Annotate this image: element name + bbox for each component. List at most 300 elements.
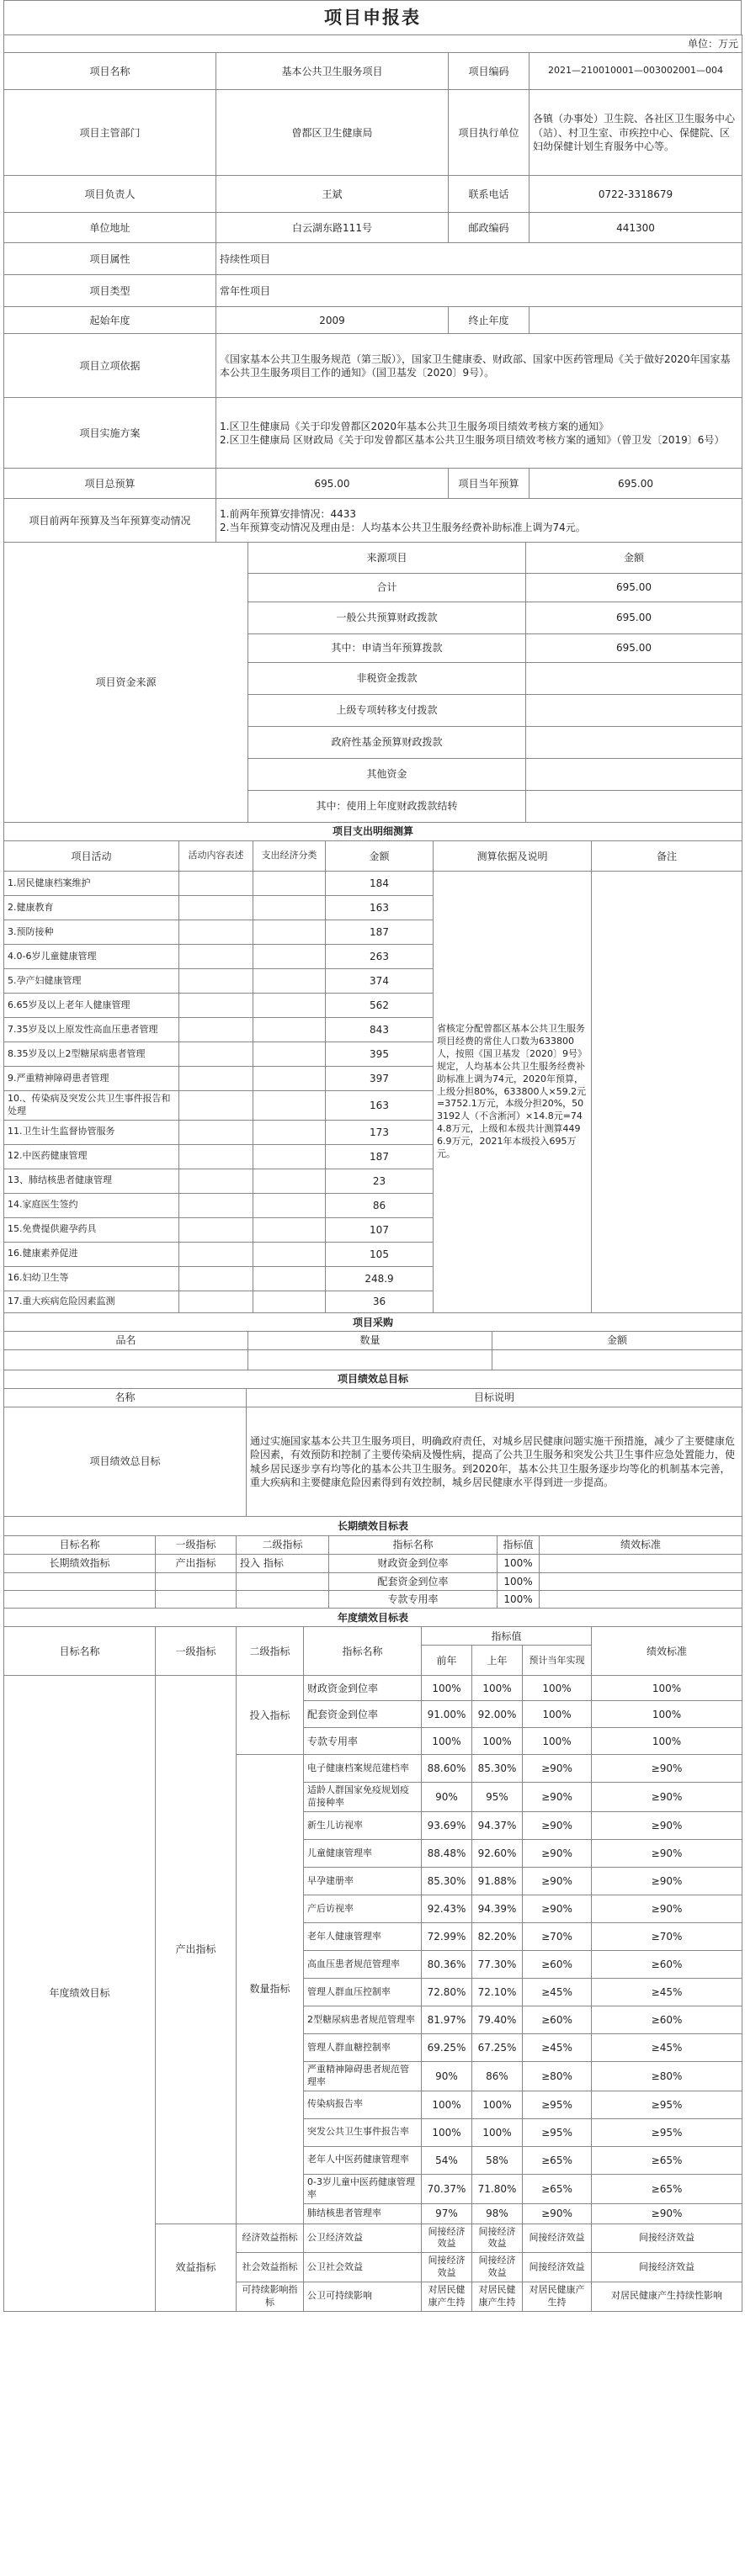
expense-class [253,1042,326,1067]
annual-value: ≥90% [523,1812,592,1840]
basis-value: 《国家基本公共卫生服务规范（第三版）》，国家卫生健康委、财政部、国家中医药管理局《关于做好2020年国家基本公共卫生服务项目工作的通知》（国卫基发〔2020〕9号）。 [216,334,742,398]
annual-value: ≥90% [523,2203,592,2224]
annual-value: ≥60% [523,2006,592,2034]
annual-value: 对居民健康产生持 [472,2282,523,2311]
annual-std: ≥45% [592,2034,742,2062]
type-label: 项目类型 [4,275,216,307]
annual-indicator: 老年人中医药健康管理率 [304,2146,422,2174]
expense-header: 活动内容表述 [179,841,253,872]
funds-source-name: 上级专项转移支付拨款 [248,694,526,726]
longterm-h-std: 绩效标准 [540,1535,742,1554]
annual-std: ≥90% [592,2203,742,2224]
expense-header: 项目活动 [4,841,179,872]
expense-content [179,1291,253,1312]
annual-std: 间接经济效益 [592,2253,742,2282]
annual-indicator: 肺结核患者管理率 [304,2203,422,2224]
annual-value: 54% [422,2146,472,2174]
annual-indicator: 财政资金到位率 [304,1676,422,1701]
annual-indicator: 2型糖尿病患者规范管理率 [304,2006,422,2034]
annual-h-name: 指标名称 [304,1627,422,1676]
expense-activity: 5.孕产妇健康管理 [4,969,179,994]
expense-class [253,1217,326,1242]
expense-content [179,1169,253,1193]
annual-value: ≥90% [523,1868,592,1895]
annual-indicator: 管理人群血糖控制率 [304,2034,422,2062]
annual-value: 93.69% [422,1812,472,1840]
annual-h-lvl1: 一级指标 [156,1627,237,1676]
annual-value: 100% [472,1728,523,1755]
purchase-title: 项目采购 [4,1313,742,1332]
longterm-row-value: 100% [498,1572,540,1590]
unit-label: 单位：万元 [4,35,742,53]
annual-h-expect: 预计当年实现 [523,1646,592,1676]
expense-content [179,994,253,1018]
expense-activity: 9.严重精神障碍患者管理 [4,1067,179,1091]
annual-lvl2-effect: 经济效益指标 [237,2224,304,2253]
annual-value: 91.00% [422,1701,472,1728]
annual-indicator: 配套资金到位率 [304,1701,422,1728]
longterm-table [3,1517,742,1609]
annual-indicator: 管理人群血压控制率 [304,1979,422,2006]
annual-value: 对居民健康产生持 [422,2282,472,2311]
annual-value: 85.30% [422,1868,472,1895]
annual-indicator: 严重精神障碍患者规范管理率 [304,2062,422,2091]
annual-value: 100% [523,1676,592,1701]
annual-std: ≥90% [592,1840,742,1868]
expense-content [179,872,253,896]
longterm-h-lvl2: 二级指标 [237,1535,329,1554]
expense-amount: 248.9 [326,1266,434,1291]
funds-source-name: 其中：使用上年度财政拨款结转 [248,790,526,822]
expense-content [179,1193,253,1217]
expense-header: 支出经济分类 [253,841,326,872]
expense-content [179,1067,253,1091]
annual-value: 100% [422,2091,472,2118]
expense-amount: 562 [326,994,434,1018]
annual-value: 82.20% [472,1923,523,1951]
zip-value: 441300 [529,213,742,243]
annual-value: 100% [523,1728,592,1755]
funds-source-amount [526,790,742,822]
annual-value: 100% [422,1676,472,1701]
annual-value: 80.36% [422,1951,472,1979]
annual-h-value: 指标值 [422,1627,592,1646]
longterm-h-lvl1: 一级指标 [156,1535,237,1554]
annual-indicator: 儿童健康管理率 [304,1840,422,1868]
expense-content [179,1217,253,1242]
address-label: 单位地址 [4,213,216,243]
expense-header: 测算依据及说明 [434,841,592,872]
annual-value: ≥95% [523,2118,592,2146]
annual-indicator: 公卫可持续影响 [304,2282,422,2311]
attr-label: 项目属性 [4,243,216,275]
funds-source-amount: 695.00 [526,602,742,633]
expense-header: 金额 [326,841,434,872]
perf-title: 项目绩效总目标 [4,1370,742,1389]
annual-value: 94.39% [472,1895,523,1923]
expense-title: 项目支出明细测算 [4,823,742,841]
annual-value: ≥80% [523,2062,592,2091]
annual-value: ≥95% [523,2091,592,2118]
expense-amount: 374 [326,969,434,994]
expense-activity: 16.妇幼卫生等 [4,1266,179,1291]
funds-table [3,543,742,823]
expense-class [253,1067,326,1091]
expense-amount: 105 [326,1242,434,1266]
annual-std: ≥90% [592,1868,742,1895]
annual-value: 70.37% [422,2174,472,2203]
annual-value: ≥90% [523,1783,592,1812]
annual-indicator: 专款专用率 [304,1728,422,1755]
expense-class [253,1266,326,1291]
expense-remark [592,872,742,1313]
annual-value: 69.25% [422,2034,472,2062]
perf-text: 通过实施国家基本公共卫生服务项目，明确政府责任，对城乡居民健康问题实施干预措施，减少了主要健康危险因素，有效预防和控制了主要传染病及慢性病，提高了公共卫生服务和突发公共卫生事件应急处置能力，使城乡居民逐步享有均等化的基本公共卫生服务。到2020年，基本公共卫生服务逐步均等化的机制基本完善，重大疾病和主要健康危险因素得到有效控制，城乡居民健康水平得到进一步提高。 [247,1407,742,1517]
plan-label: 项目实施方案 [4,398,216,469]
expense-activity: 17.重大疾病危险因素监测 [4,1291,179,1312]
expense-amount: 163 [326,1091,434,1121]
funds-source-name: 其中：申请当年预算拨款 [248,633,526,662]
longterm-h-value: 指标值 [498,1535,540,1554]
annual-std: ≥45% [592,1979,742,2006]
expense-header: 备注 [592,841,742,872]
exec-value: 各镇（办事处）卫生院、各社区卫生服务中心（站）、村卫生室、市疾控中心、保健院、区妇幼保健计划生育服务中心等。 [529,90,742,176]
longterm-h-name: 指标名称 [329,1535,498,1554]
annual-title: 年度绩效目标表 [4,1609,742,1627]
longterm-row-name: 财政资金到位率 [329,1554,498,1572]
purchase-cell [248,1349,492,1370]
annual-value: 间接经济效益 [523,2253,592,2282]
annual-h-lvl2: 二级指标 [237,1627,304,1676]
expense-class [253,1193,326,1217]
annual-value: ≥45% [523,1979,592,2006]
annual-std: ≥90% [592,1812,742,1840]
annual-value: 间接经济效益 [422,2224,472,2253]
annual-std: 100% [592,1728,742,1755]
annual-lvl1-output: 产出指标 [156,1676,237,2224]
expense-basis: 省核定分配曾都区基本公共卫生服务项目经费的常住人口数为633800人，按照《国卫基发〔2020〕9号》规定，人均基本公共卫生服务经费补助标准上调为74元，2020年预算，上级分担80%，633800人×59.2元=3752.1万元，本级分担20%，503192人（不含淅河）×14.8元=744.8万元，上级和本级共计测算4496.9万元，2021年本级投入695万元。 [434,872,592,1313]
annual-value: 100% [472,2118,523,2146]
expense-content [179,1242,253,1266]
expense-class [253,1169,326,1193]
basis-label: 项目立项依据 [4,334,216,398]
expense-content [179,945,253,969]
annual-lvl2-input: 投入指标 [237,1676,304,1755]
funds-col-source: 来源项目 [248,543,526,573]
perf-table [3,1370,742,1518]
project-code-value: 2021—210010001—003002001—004 [529,53,742,90]
annual-std: 对居民健康产生持续性影响 [592,2282,742,2311]
expense-class [253,1242,326,1266]
type-value: 常年性项目 [216,275,742,307]
expense-class [253,872,326,896]
funds-source-amount: 695.00 [526,633,742,662]
funds-source-name: 一般公共预算财政拨款 [248,602,526,633]
annual-value: 间接经济效益 [523,2224,592,2253]
expense-content [179,896,253,920]
annual-value: 100% [472,2091,523,2118]
perf-col-desc: 目标说明 [247,1389,742,1407]
end-value [529,307,742,334]
annual-indicator: 电子健康档案规范建档率 [304,1755,422,1783]
project-code-label: 项目编码 [449,53,529,90]
annual-value: 79.40% [472,2006,523,2034]
annual-value: 67.25% [472,2034,523,2062]
phone-value: 0722-3318679 [529,176,742,213]
exec-label: 项目执行单位 [449,90,529,176]
longterm-lvl2: 投入 指标 [237,1554,329,1572]
annual-value: 间接经济效益 [472,2253,523,2282]
change-value: 1.前两年预算安排情况：4433 2.当年预算变动情况及理由是：人均基本公共卫生服务经费补助标准上调为74元。 [216,499,742,543]
annual-std: ≥95% [592,2091,742,2118]
expense-class [253,969,326,994]
expense-activity: 12.中医药健康管理 [4,1144,179,1169]
annual-value: ≥45% [523,2034,592,2062]
annual-value: ≥70% [523,1923,592,1951]
perf-col-name: 名称 [4,1389,247,1407]
annual-value: 81.97% [422,2006,472,2034]
expense-class [253,1291,326,1312]
expense-activity: 4.0-6岁儿童健康管理 [4,945,179,969]
funds-source-amount [526,758,742,790]
annual-indicator: 0-3岁儿童中医药健康管理率 [304,2174,422,2203]
annual-value: 间接经济效益 [472,2224,523,2253]
purchase-header-amount: 金额 [492,1332,742,1349]
annual-value: 92.60% [472,1840,523,1868]
purchase-header-qty: 数量 [248,1332,492,1349]
annual-indicator: 早孕建册率 [304,1868,422,1895]
expense-amount: 173 [326,1120,434,1144]
annual-lvl2-quantity: 数量指标 [237,1755,304,2224]
change-label: 项目前两年预算及当年预算变动情况 [4,499,216,543]
longterm-lvl1: 产出指标 [156,1554,237,1572]
annual-value: 72.80% [422,1979,472,2006]
expense-content [179,920,253,945]
expense-activity: 1.居民健康档案维护 [4,872,179,896]
start-value: 2009 [216,307,449,334]
annual-value: 间接经济效益 [422,2253,472,2282]
annual-indicator: 产后访视率 [304,1895,422,1923]
expense-activity: 13、肺结核患者健康管理 [4,1169,179,1193]
annual-value: 86% [472,2062,523,2091]
attr-value: 持续性项目 [216,243,742,275]
annual-indicator: 适龄人群国家免疫规划疫苗接种率 [304,1783,422,1812]
annual-value: 90% [422,2062,472,2091]
annual-std: ≥60% [592,2006,742,2034]
annual-value: 98% [472,2203,523,2224]
expense-class [253,1120,326,1144]
expense-activity: 7.35岁及以上原发性高血压患者管理 [4,1018,179,1042]
annual-value: ≥65% [523,2146,592,2174]
annual-value: 对居民健康产生持 [523,2282,592,2311]
annual-indicator: 高血压患者规范管理率 [304,1951,422,1979]
annual-value: 72.10% [472,1979,523,2006]
longterm-goal: 长期绩效指标 [4,1554,156,1572]
expense-activity: 11.卫生计生监督协管服务 [4,1120,179,1144]
annual-value: 92.43% [422,1895,472,1923]
annual-std: ≥80% [592,2062,742,2091]
funds-source-amount [526,662,742,694]
annual-value: 97% [422,2203,472,2224]
end-label: 终止年度 [449,307,529,334]
annual-value: 100% [472,1676,523,1701]
expense-class [253,1018,326,1042]
expense-content [179,1120,253,1144]
expense-content [179,1266,253,1291]
expense-content [179,1018,253,1042]
expense-class [253,1091,326,1121]
annual-value: ≥90% [523,1840,592,1868]
dept-value: 曾都区卫生健康局 [216,90,449,176]
dept-label: 项目主管部门 [4,90,216,176]
annual-table [3,1609,742,2312]
expense-table [3,823,742,1313]
project-name-label: 项目名称 [4,53,216,90]
annual-value: 94.37% [472,1812,523,1840]
address-value: 白云湖东路111号 [216,213,449,243]
annual-h-std: 绩效标准 [592,1627,742,1676]
expense-amount: 23 [326,1169,434,1193]
annual-h-prev2: 前年 [422,1646,472,1676]
expense-amount: 263 [326,945,434,969]
expense-activity: 10.、传染病及突发公共卫生事件报告和处理 [4,1091,179,1121]
annual-value: 77.30% [472,1951,523,1979]
expense-amount: 843 [326,1018,434,1042]
phone-label: 联系电话 [449,176,529,213]
leader-label: 项目负责人 [4,176,216,213]
annual-value: ≥90% [523,1755,592,1783]
annual-value: 90% [422,1783,472,1812]
annual-value: 88.60% [422,1755,472,1783]
perf-row-label: 项目绩效总目标 [4,1407,247,1517]
annual-value: 100% [422,1728,472,1755]
annual-value: 71.80% [472,2174,523,2203]
expense-activity: 15.免费提供避孕药具 [4,1217,179,1242]
expense-amount: 184 [326,872,434,896]
expense-content [179,1042,253,1067]
total-label: 项目总预算 [4,469,216,499]
project-name-value: 基本公共卫生服务项目 [216,53,449,90]
expense-activity: 14.家庭医生签约 [4,1193,179,1217]
annual-std: ≥65% [592,2146,742,2174]
expense-amount: 187 [326,920,434,945]
funds-label: 项目资金来源 [4,543,248,822]
annual-value: ≥90% [523,1895,592,1923]
annual-std: ≥60% [592,1951,742,1979]
expense-amount: 107 [326,1217,434,1242]
funds-source-name: 其他资金 [248,758,526,790]
current-value: 695.00 [529,469,742,499]
expense-activity: 2.健康教育 [4,896,179,920]
expense-activity: 6.65岁及以上老年人健康管理 [4,994,179,1018]
expense-content [179,1091,253,1121]
expense-content [179,969,253,994]
purchase-table [3,1313,742,1370]
expense-amount: 187 [326,1144,434,1169]
annual-lvl2-effect: 社会效益指标 [237,2253,304,2282]
expense-amount: 163 [326,896,434,920]
annual-h-prev1: 上年 [472,1646,523,1676]
annual-std: ≥65% [592,2174,742,2203]
longterm-row-value: 100% [498,1590,540,1608]
annual-indicator: 老年人健康管理率 [304,1923,422,1951]
annual-indicator: 新生儿访视率 [304,1812,422,1840]
longterm-row-name: 专款专用率 [329,1590,498,1608]
annual-std: 100% [592,1676,742,1701]
purchase-header-name: 品名 [4,1332,248,1349]
annual-std: ≥70% [592,1923,742,1951]
annual-std: ≥95% [592,2118,742,2146]
annual-lvl2-effect: 可持续影响指标 [237,2282,304,2311]
annual-value: ≥60% [523,1951,592,1979]
longterm-title: 长期绩效目标表 [4,1517,742,1535]
longterm-row-value: 100% [498,1554,540,1572]
expense-amount: 397 [326,1067,434,1091]
purchase-cell [492,1349,742,1370]
longterm-h-goal: 目标名称 [4,1535,156,1554]
expense-amount: 395 [326,1042,434,1067]
page-title: 项目申报表 [3,0,742,34]
leader-value: 王斌 [216,176,449,213]
annual-value: 88.48% [422,1840,472,1868]
annual-value: 92.00% [472,1701,523,1728]
funds-source-amount: 695.00 [526,573,742,602]
annual-value: 95% [472,1783,523,1812]
annual-value: 100% [523,1701,592,1728]
annual-indicator: 突发公共卫生事件报告率 [304,2118,422,2146]
start-label: 起始年度 [4,307,216,334]
annual-std: 100% [592,1701,742,1728]
longterm-row-name: 配套资金到位率 [329,1572,498,1590]
expense-class [253,1144,326,1169]
expense-class [253,945,326,969]
funds-source-amount [526,726,742,758]
expense-activity: 16.健康素养促进 [4,1242,179,1266]
annual-value: 72.99% [422,1923,472,1951]
annual-std: ≥90% [592,1783,742,1812]
current-label: 项目当年预算 [449,469,529,499]
expense-activity: 8.35岁及以上2型糖尿病患者管理 [4,1042,179,1067]
annual-value: 58% [472,2146,523,2174]
expense-amount: 36 [326,1291,434,1312]
funds-col-amount: 金额 [526,543,742,573]
longterm-row-std [540,1554,742,1572]
annual-h-goal: 目标名称 [4,1627,156,1676]
annual-lvl1-effect: 效益指标 [156,2224,237,2311]
annual-value: 100% [422,2118,472,2146]
purchase-cell [4,1349,248,1370]
annual-value: ≥65% [523,2174,592,2203]
annual-value: 85.30% [472,1755,523,1783]
expense-amount: 86 [326,1193,434,1217]
annual-indicator: 公卫社会效益 [304,2253,422,2282]
annual-value: 91.88% [472,1868,523,1895]
zip-label: 邮政编码 [449,213,529,243]
expense-activity: 3.预防接种 [4,920,179,945]
annual-std: 间接经济效益 [592,2224,742,2253]
funds-source-name: 合计 [248,573,526,602]
plan-value: 1.区卫生健康局《关于印发曾都区2020年基本公共卫生服务项目绩效考核方案的通知》 2.区卫生健康局 区财政局《关于印发曾都区基本公共卫生服务项目绩效考核方案的通知》（曾卫发〔2019〕6号） [216,398,742,469]
expense-class [253,920,326,945]
annual-goal: 年度绩效目标 [4,1676,156,2311]
funds-source-amount [526,694,742,726]
funds-source-name: 政府性基金预算财政拨款 [248,726,526,758]
expense-content [179,1144,253,1169]
total-value: 695.00 [216,469,449,499]
expense-class [253,994,326,1018]
annual-std: ≥90% [592,1895,742,1923]
basic-info-table [3,34,742,543]
